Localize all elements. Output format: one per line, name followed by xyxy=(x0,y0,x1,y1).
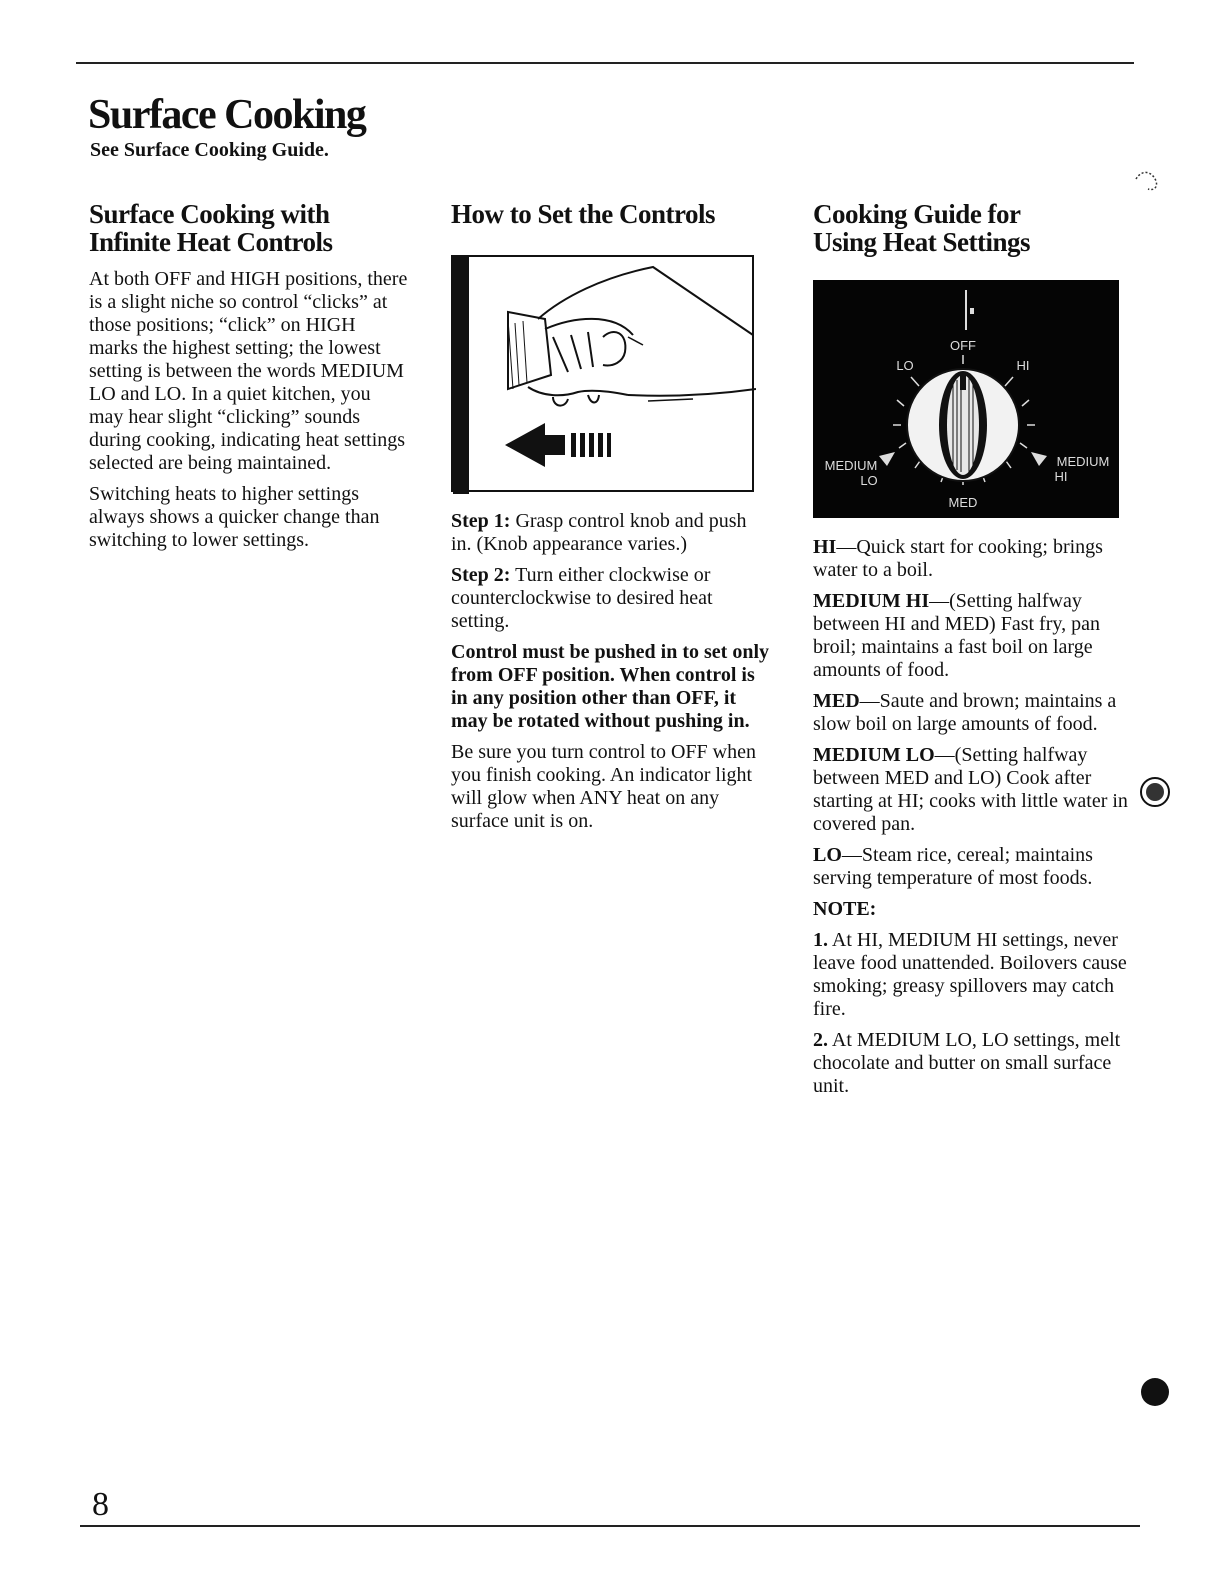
setting-medium-lo-text: —(Setting halfway between MED and LO) Cook after starting at HI; cooks with little water in covered pan. xyxy=(813,744,1128,835)
setting-hi xyxy=(813,536,1133,582)
setting-lo-text: —Steam rice, cereal; maintains serving temperature of most foods. xyxy=(813,844,1093,889)
note-1-number: 1. xyxy=(813,929,828,951)
step-1-text: Grasp control knob and push in. (Knob appearance varies.) xyxy=(451,510,747,555)
setting-medium-hi-label: MEDIUM HI xyxy=(813,590,930,612)
scan-speck-top xyxy=(1128,165,1168,205)
setting-med-text: —Saute and brown; maintains a slow boil on large amounts of food. xyxy=(813,690,1117,735)
setting-medium-hi xyxy=(813,590,1133,682)
setting-medium-lo xyxy=(813,744,1133,836)
page-subtitle: See Surface Cooking Guide. xyxy=(90,139,329,161)
dial-label-medium-hi-2: HI xyxy=(1054,469,1068,484)
note-2 xyxy=(813,1029,1133,1098)
scan-speck-middle xyxy=(1138,772,1174,812)
middle-heading: How to Set the Controls xyxy=(451,199,715,229)
turn-off-paragraph: Be sure you turn control to OFF when you finish cooking. An indicator light will glow when ANY heat on any surface unit is on. xyxy=(451,741,756,832)
left-heading-line1: Surface Cooking with xyxy=(89,199,330,229)
scan-speck-bottom xyxy=(1138,1372,1174,1412)
push-warning: Control must be pushed in to set only from OFF position. When control is in any position other than OFF, it may be rotated without pushing in. xyxy=(451,641,770,732)
top-rule xyxy=(76,62,1134,64)
note-label: NOTE: xyxy=(813,898,877,920)
dial-label-hi: HI xyxy=(1016,358,1030,373)
page-number: 8 xyxy=(92,1486,109,1523)
setting-medium-lo-label: MEDIUM LO xyxy=(813,744,935,766)
dial-label-med: MED xyxy=(948,495,978,510)
right-column xyxy=(813,200,1133,1106)
left-heading-line2: Infinite Heat Controls xyxy=(89,227,333,257)
note-1 xyxy=(813,929,1133,1021)
hand-knob-icon xyxy=(453,257,756,494)
step-2-text: Turn either clockwise or counterclockwise to desired heat setting. xyxy=(451,564,713,632)
bottom-rule xyxy=(80,1525,1140,1527)
setting-med xyxy=(813,690,1133,736)
setting-medium-hi-text: —(Setting halfway between HI and MED) Fast fry, pan broil; maintains a fast boil on large amounts of food. xyxy=(813,590,1100,681)
setting-hi-label: HI xyxy=(813,536,837,558)
middle-column xyxy=(451,200,771,841)
setting-lo xyxy=(813,844,1133,890)
dial-label-medium-lo-1: MEDIUM xyxy=(824,458,878,473)
note-2-text: At MEDIUM LO, LO settings, melt chocolate and butter on small surface unit. xyxy=(813,1029,1121,1097)
left-heading xyxy=(89,200,409,256)
step-1-label: Step 1: xyxy=(451,510,511,532)
hand-pushing-knob-illustration xyxy=(451,255,754,492)
setting-med-label: MED xyxy=(813,690,860,712)
right-heading-line1: Cooking Guide for xyxy=(813,199,1021,229)
step-2-label: Step 2: xyxy=(451,564,511,586)
page-title: Surface Cooking xyxy=(88,92,366,138)
dial-label-medium-hi-1: MEDIUM xyxy=(1056,454,1110,469)
dial-label-medium-lo-2: LO xyxy=(860,473,878,488)
step-1 xyxy=(451,510,771,556)
left-column xyxy=(89,200,409,560)
setting-lo-label: LO xyxy=(813,844,842,866)
step-2 xyxy=(451,564,771,633)
control-dial-icon xyxy=(813,280,1119,518)
right-heading xyxy=(813,200,1133,256)
heat-dial-illustration xyxy=(813,280,1119,518)
right-heading-line2: Using Heat Settings xyxy=(813,227,1031,257)
dial-label-lo: LO xyxy=(896,358,914,373)
note-1-text: At HI, MEDIUM HI settings, never leave food unattended. Boilovers cause smoking; greasy spillovers may catch fire. xyxy=(813,929,1127,1020)
setting-hi-text: —Quick start for cooking; brings water to a boil. xyxy=(813,536,1103,581)
note-2-number: 2. xyxy=(813,1029,828,1051)
dial-label-off: OFF xyxy=(950,338,976,353)
left-paragraph-1: At both OFF and HIGH positions, there is a slight niche so control “clicks” at those positions; “click” on HIGH marks the highest setting; the lowest setting is between the words MEDIUM LO and LO. In a quiet kitchen, you may hear slight “clicking” sounds during cooking, indicating heat settings selected are being maintained. xyxy=(89,268,408,474)
left-paragraph-2: Switching heats to higher settings always shows a quicker change than switching to lower settings. xyxy=(89,483,380,551)
